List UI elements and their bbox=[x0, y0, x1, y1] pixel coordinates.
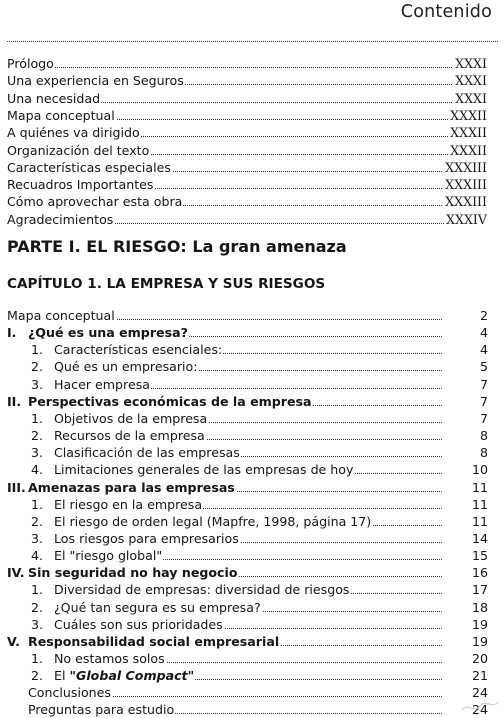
chapter-entry-row bbox=[0, 427, 504, 444]
front-matter-row bbox=[0, 159, 504, 176]
toc-entry-label bbox=[28, 324, 189, 341]
toc-entry-label bbox=[7, 55, 55, 72]
dot-leader bbox=[7, 67, 458, 68]
chapter-entry-row bbox=[0, 684, 504, 701]
toc-entry-label-emphasis: "Global Compact" bbox=[69, 668, 195, 684]
toc-entry-label bbox=[7, 176, 154, 193]
chapter-entry-row bbox=[0, 667, 504, 684]
toc-page-number: 7 bbox=[479, 393, 488, 409]
toc-page-number: 10 bbox=[471, 462, 488, 478]
front-matter-row bbox=[0, 90, 504, 107]
toc-entry-label-text: El riesgo de orden legal (Mapfre, 1998, página 17) bbox=[54, 513, 372, 529]
chapter-entry-row bbox=[0, 633, 504, 650]
toc-page-number: 11 bbox=[471, 479, 488, 495]
toc-entry-label bbox=[7, 124, 141, 141]
toc-entry-label-text: Sin seguridad no hay negocio bbox=[28, 565, 238, 581]
toc-entry-label bbox=[54, 341, 223, 358]
toc-entry-label bbox=[54, 650, 166, 667]
toc-entry-label bbox=[54, 513, 372, 530]
toc-entry-label-text: Conclusiones bbox=[28, 685, 111, 701]
toc-entry-label-text: Agradecimientos bbox=[7, 211, 114, 227]
header-dotted-rule bbox=[7, 41, 498, 42]
toc-entry-label bbox=[7, 107, 116, 124]
toc-entry-number: 2. bbox=[31, 668, 44, 684]
front-matter-row bbox=[0, 55, 504, 72]
toc-entry-label-text: Perspectivas económicas de la empresa bbox=[28, 393, 312, 409]
toc-page-number: XXXIII bbox=[445, 159, 487, 175]
toc-page-number: 20 bbox=[471, 651, 488, 666]
toc-entry-number: 2. bbox=[31, 428, 44, 444]
toc-entry-label-text: ¿Qué tan segura es su empresa? bbox=[54, 599, 261, 615]
front-matter-row bbox=[0, 142, 504, 159]
toc-entry-label-text: Prólogo bbox=[7, 56, 54, 71]
toc-entry-number: V. bbox=[7, 633, 20, 649]
toc-entry-label-text: Una necesidad bbox=[7, 90, 101, 106]
toc-entry-number: IV. bbox=[7, 565, 25, 581]
toc-entry-number: I. bbox=[7, 325, 17, 341]
chapter-entry-row bbox=[0, 341, 504, 358]
toc-entry-label-text: No estamos solos bbox=[54, 651, 165, 666]
toc-entry-label-text: Qué es un empresario: bbox=[54, 359, 198, 375]
toc-page-number: XXXI bbox=[455, 56, 487, 71]
toc-entry-label-text: Responsabilidad social empresarial bbox=[28, 633, 280, 649]
toc-entry-label bbox=[54, 358, 199, 375]
toc-entry-label-text: Mapa conceptual bbox=[7, 308, 115, 323]
toc-page-number: XXXII bbox=[450, 107, 487, 123]
chapter-entry-row bbox=[0, 599, 504, 616]
toc-page-number: 14 bbox=[471, 530, 488, 546]
toc-page-number: 24 bbox=[471, 702, 488, 718]
chapter-entry-row bbox=[0, 616, 504, 633]
toc-entry-label-text: Una experiencia en Seguros bbox=[7, 73, 184, 89]
toc-entry-label-text: Cuáles son sus prioridades bbox=[54, 616, 223, 632]
toc-entry-label bbox=[54, 530, 240, 547]
chapter-entry-row bbox=[0, 564, 504, 581]
toc-entry-label-text: El bbox=[54, 668, 70, 684]
toc-entry-label-text: El riesgo en la empresa bbox=[54, 496, 203, 512]
toc-entry-number: 1. bbox=[31, 651, 44, 666]
toc-entry-label bbox=[54, 376, 151, 393]
toc-entry-label bbox=[54, 667, 195, 684]
toc-entry-number: 1. bbox=[31, 342, 44, 358]
chapter-entry-row bbox=[0, 496, 504, 513]
chapter-entry-row bbox=[0, 479, 504, 496]
toc-entry-label bbox=[28, 564, 238, 581]
toc-entry-label bbox=[7, 193, 183, 210]
chapter-entry-row bbox=[0, 358, 504, 375]
front-matter-row bbox=[0, 211, 504, 228]
toc-entry-label bbox=[54, 444, 241, 461]
toc-page-number: 4 bbox=[479, 325, 488, 341]
toc-page-number: XXXI bbox=[455, 73, 487, 89]
toc-entry-label-text: Características esenciales: bbox=[54, 342, 223, 358]
toc-page-number: 8 bbox=[479, 445, 488, 461]
toc-page-number: 4 bbox=[479, 342, 488, 358]
toc-entry-label-text: Clasificación de las empresas bbox=[54, 445, 240, 461]
chapter-entry-row bbox=[0, 513, 504, 530]
toc-entry-number: 3. bbox=[31, 376, 44, 392]
toc-entry-label bbox=[7, 142, 150, 159]
chapter-entry-row bbox=[0, 701, 504, 718]
toc-entry-label bbox=[28, 633, 280, 650]
chapter-entry-row bbox=[0, 650, 504, 667]
toc-entry-label bbox=[28, 479, 236, 496]
toc-entry-number: 1. bbox=[31, 496, 44, 512]
toc-entry-number: 2. bbox=[31, 359, 44, 375]
toc-entry-label bbox=[7, 159, 172, 176]
toc-entry-number: II. bbox=[7, 393, 22, 409]
front-matter-row bbox=[0, 176, 504, 193]
toc-entry-label-text: Hacer empresa bbox=[54, 376, 150, 392]
toc-page-number: XXXII bbox=[450, 142, 487, 158]
chapter-entry-row bbox=[0, 376, 504, 393]
toc-entry-label bbox=[28, 684, 112, 701]
toc-page-number: 2 bbox=[479, 308, 488, 323]
toc-page-number: XXXIII bbox=[445, 177, 487, 193]
toc-entry-label bbox=[54, 496, 203, 513]
toc-page-number: XXXIII bbox=[445, 194, 487, 210]
chapter-entry-row bbox=[0, 444, 504, 461]
toc-entry-label-text: Organización del texto bbox=[7, 142, 150, 158]
chapter-entry-row bbox=[0, 393, 504, 410]
toc-entry-number: 3. bbox=[31, 616, 44, 632]
front-matter-row bbox=[0, 193, 504, 210]
toc-entry-label bbox=[28, 701, 175, 718]
toc-entry-label-text: Preguntas para estudio bbox=[28, 702, 175, 718]
toc-entry-label-text: A quiénes va dirigido bbox=[7, 125, 140, 141]
toc-entry-label bbox=[7, 72, 185, 89]
toc-entry-label bbox=[54, 581, 350, 598]
toc-page-number: XXXI bbox=[455, 90, 487, 106]
toc-page-number: 7 bbox=[479, 410, 488, 426]
chapter-entry-row bbox=[0, 410, 504, 427]
toc-entry-number: 4. bbox=[31, 548, 44, 564]
toc-entry-label bbox=[54, 616, 224, 633]
toc-entry-label-text: Cómo aprovechar esta obra bbox=[7, 194, 183, 210]
toc-entry-label bbox=[54, 547, 163, 564]
toc-page-number: XXXIV bbox=[446, 211, 487, 227]
toc-entry-label-text: Amenazas para las empresas bbox=[28, 479, 235, 495]
chapter-title: CAPÍTULO 1. LA EMPRESA Y SUS RIESGOS bbox=[7, 276, 326, 292]
toc-entry-number: 1. bbox=[31, 410, 44, 426]
toc-page-number: 15 bbox=[471, 548, 488, 564]
front-matter-row bbox=[0, 107, 504, 124]
toc-page-number: 7 bbox=[479, 376, 488, 392]
toc-entry-label bbox=[7, 211, 114, 228]
toc-entry-label-text: Objetivos de la empresa bbox=[54, 410, 208, 426]
toc-entry-number: 1. bbox=[31, 582, 44, 598]
chapter-entry-row bbox=[0, 324, 504, 341]
toc-entry-label bbox=[54, 410, 208, 427]
toc-page-number: 8 bbox=[479, 428, 488, 444]
toc-page-number: 11 bbox=[471, 496, 488, 512]
toc-page-number: 18 bbox=[471, 599, 488, 615]
toc-entry-label-text: Diversidad de empresas: diversidad de riesgos bbox=[54, 582, 350, 598]
toc-entry-label-text: Los riesgos para empresarios bbox=[54, 530, 239, 546]
toc-entry-label bbox=[54, 461, 354, 478]
chapter-entry-row bbox=[0, 581, 504, 598]
toc-entry-label-text: Limitaciones generales de las empresas de hoy bbox=[54, 462, 354, 478]
toc-entry-label-text: Características especiales bbox=[7, 159, 171, 175]
part-title: PARTE I. EL RIESGO: La gran amenaza bbox=[7, 237, 347, 256]
chapter-entry-row bbox=[0, 307, 504, 324]
toc-entry-label-text: Recuadros Importantes bbox=[7, 177, 154, 193]
toc-entry-label bbox=[7, 90, 101, 107]
toc-entry-label bbox=[54, 427, 206, 444]
front-matter-row bbox=[0, 72, 504, 89]
toc-page-number: 17 bbox=[471, 582, 488, 598]
chapter-entry-row bbox=[0, 530, 504, 547]
toc-entry-number: 4. bbox=[31, 462, 44, 478]
front-matter-row bbox=[0, 124, 504, 141]
toc-page-number: 11 bbox=[471, 513, 488, 529]
toc-page-number: 16 bbox=[471, 565, 488, 581]
toc-page-number: 19 bbox=[471, 633, 488, 649]
toc-entry-number: 3. bbox=[31, 530, 44, 546]
toc-entry-number: 2. bbox=[31, 513, 44, 529]
toc-entry-number: III. bbox=[7, 479, 26, 495]
toc-entry-label bbox=[54, 599, 262, 616]
toc-entry-number: 3. bbox=[31, 445, 44, 461]
pen-scribble-mark bbox=[458, 696, 502, 718]
toc-entry-label bbox=[7, 307, 116, 324]
toc-page-number: 24 bbox=[471, 685, 488, 701]
toc-page-number: 19 bbox=[471, 616, 488, 632]
toc-entry-label-text: Recursos de la empresa bbox=[54, 428, 205, 444]
toc-entry-label-text: ¿Qué es una empresa? bbox=[28, 325, 188, 341]
toc-page-number: 5 bbox=[479, 359, 488, 375]
toc-page-number: 21 bbox=[471, 668, 488, 684]
chapter-entry-row bbox=[0, 461, 504, 478]
toc-entry-label bbox=[28, 393, 313, 410]
chapter-entry-row bbox=[0, 547, 504, 564]
toc-page-number: XXXII bbox=[450, 125, 487, 141]
page-header-title: Contenido bbox=[400, 2, 492, 22]
toc-entry-number: 2. bbox=[31, 599, 44, 615]
toc-entry-label-text: El "riesgo global" bbox=[54, 548, 163, 564]
toc-entry-label-text: Mapa conceptual bbox=[7, 107, 115, 123]
